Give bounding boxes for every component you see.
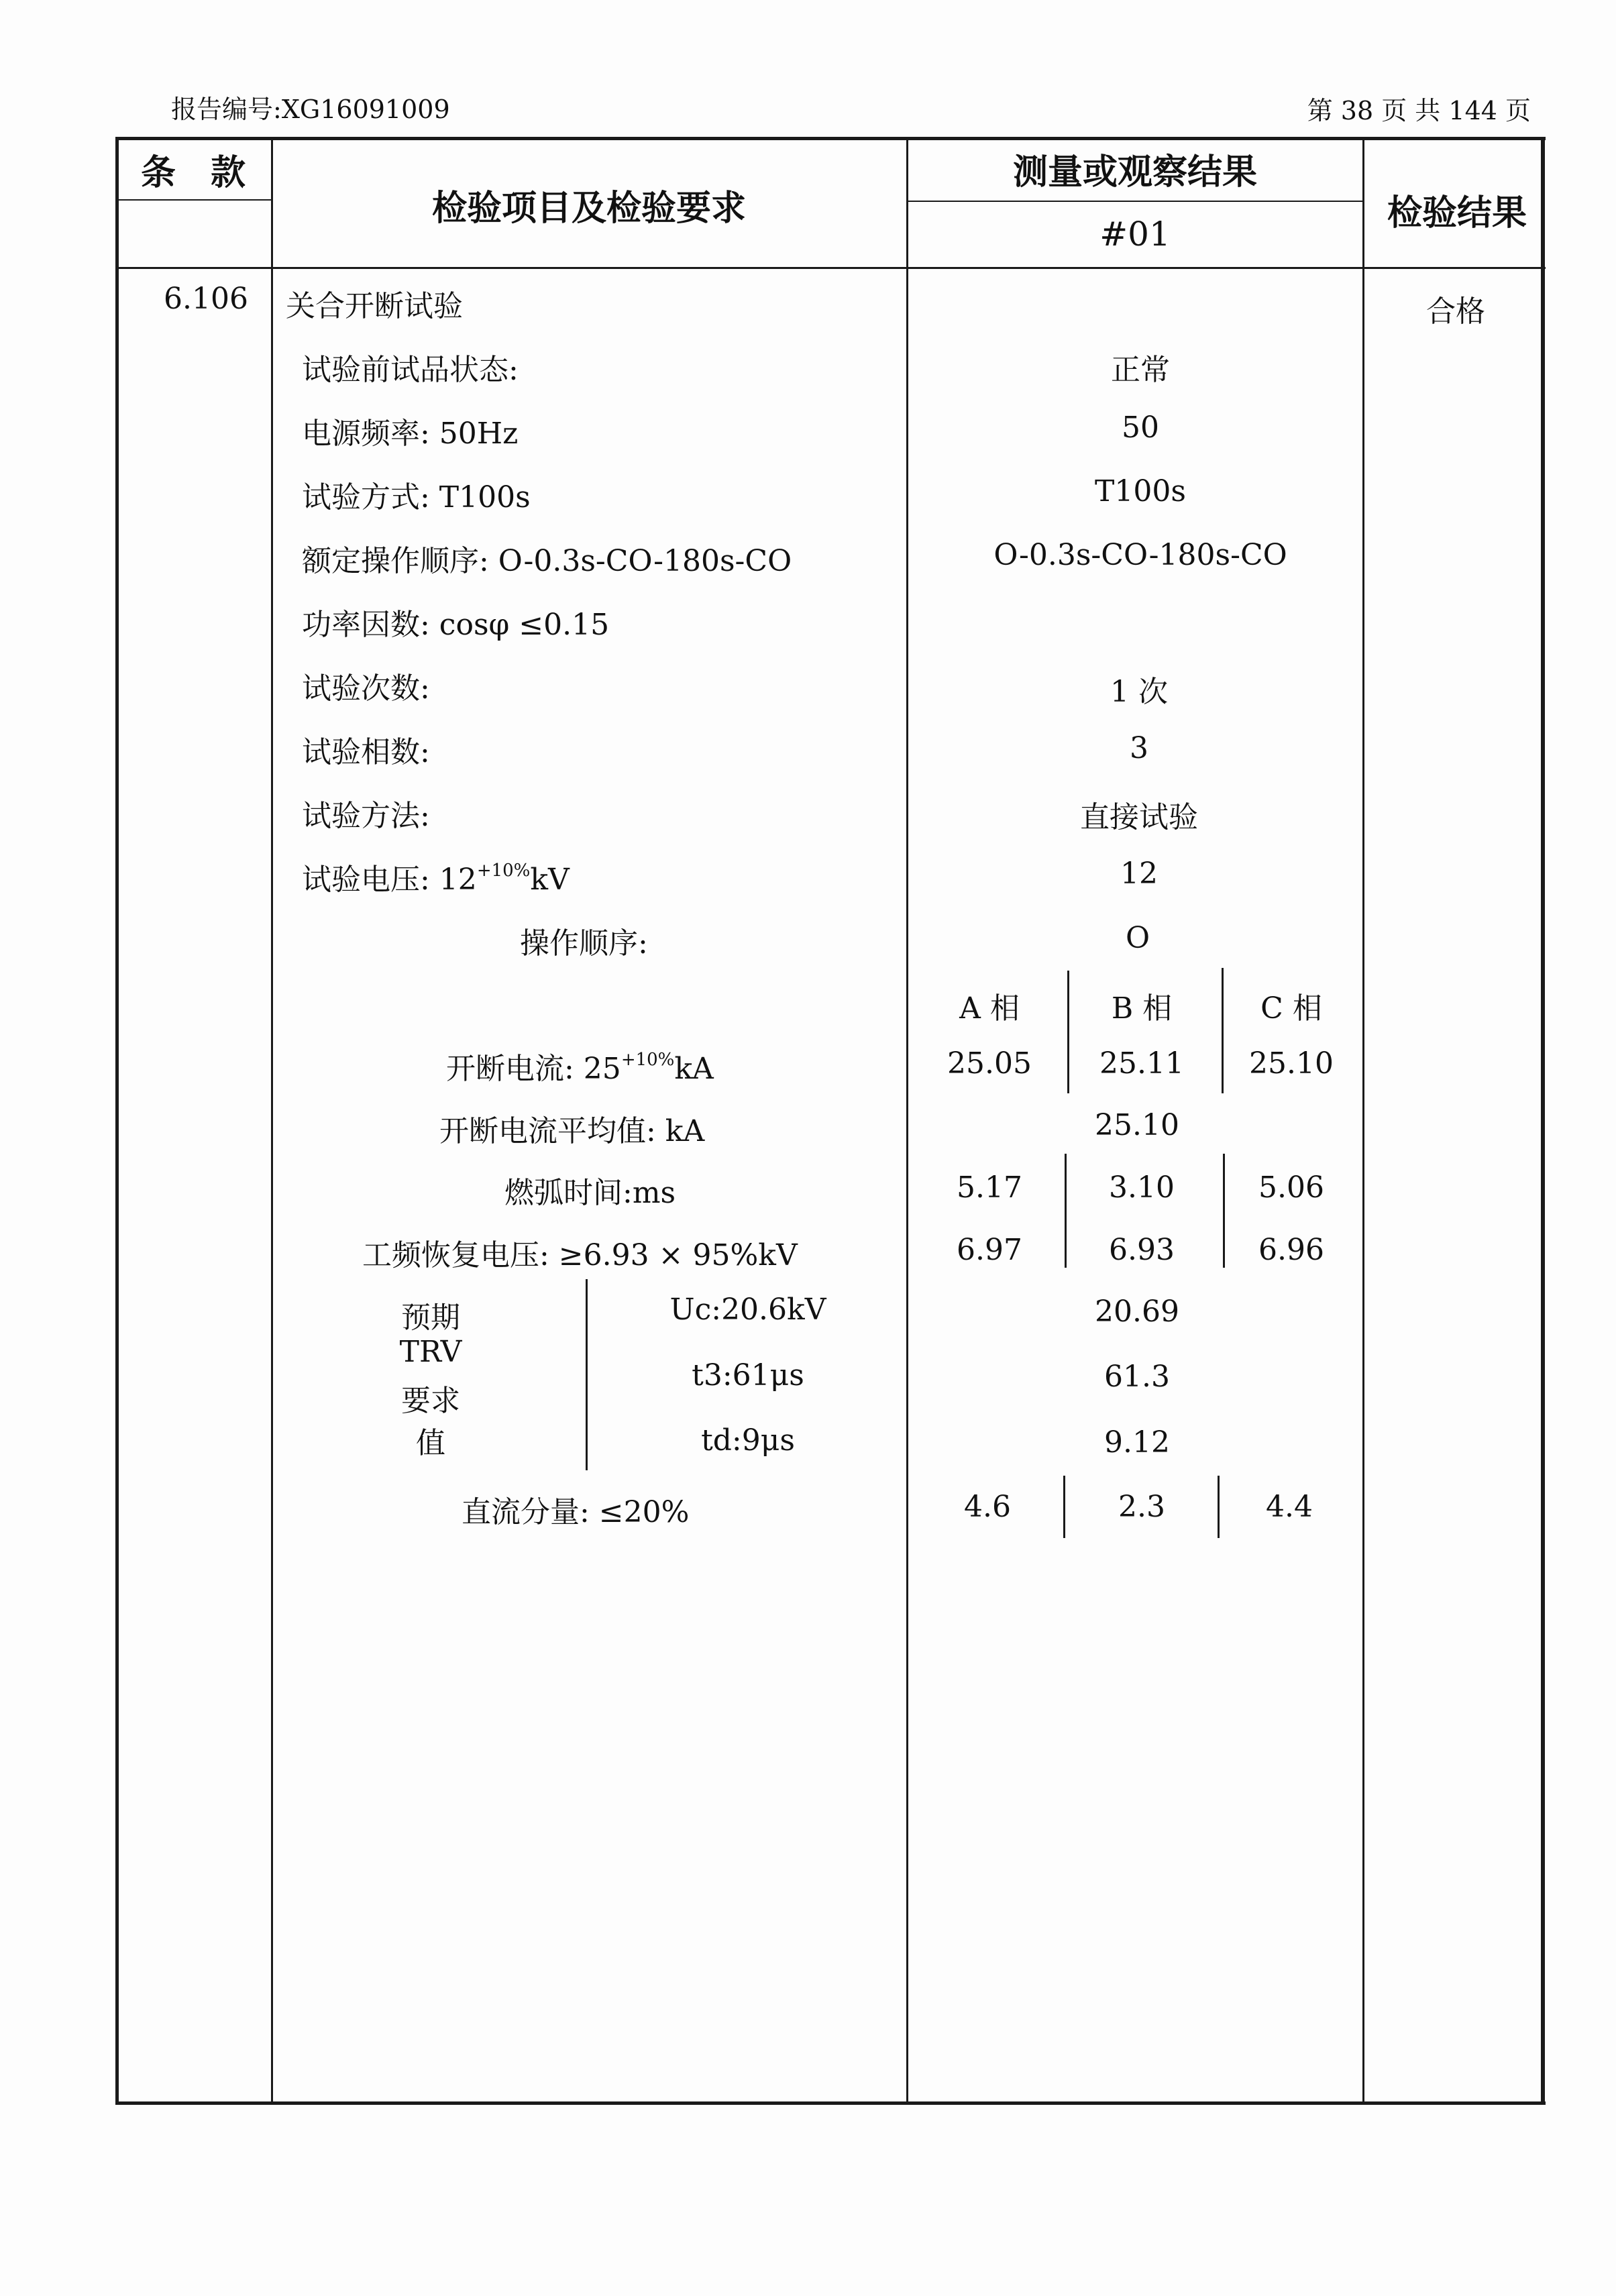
trv-param-label: Uc:20.6kV	[669, 1293, 826, 1327]
phase-a-header: A 相	[959, 991, 1020, 1026]
row-label: 试验次数:	[302, 671, 430, 706]
section-title: 关合开断试验	[286, 289, 463, 323]
phase-divider	[1222, 968, 1224, 1093]
breaking-current-phase-a: 25.05	[947, 1046, 1032, 1081]
measurement-header-divider	[908, 201, 1364, 202]
row-label: 额定操作顺序: O-0.3s-CO-180s-CO	[302, 544, 792, 578]
trv-label-line: 要求	[401, 1384, 460, 1418]
test-voltage-unit: kV	[530, 863, 570, 897]
arc-time-phase-a: 5.17	[957, 1170, 1022, 1205]
phase-divider	[1223, 1154, 1225, 1268]
trv-param-value: 61.3	[1104, 1360, 1170, 1394]
header-measurement: 测量或观察结果	[1012, 152, 1258, 193]
trv-label-line: TRV	[399, 1335, 462, 1369]
row-label: 试验前试品状态:	[302, 353, 519, 387]
row-label: 试验相数:	[302, 735, 430, 769]
header-result: 检验结果	[1387, 193, 1527, 233]
row-label: 试验方式: T100s	[302, 480, 531, 514]
header-bottom-border	[115, 267, 1546, 269]
page-info: 第 38 页 共 144 页	[1307, 96, 1531, 125]
arc-time-label: 燃弧时间:ms	[504, 1176, 676, 1210]
trv-param-label: td:9μs	[701, 1423, 795, 1458]
arc-time-phase-b: 3.10	[1109, 1170, 1175, 1205]
header-sample-number: #01	[1099, 215, 1171, 254]
row-label: 试验方法:	[302, 799, 430, 833]
phase-b-header: B 相	[1111, 991, 1173, 1026]
trv-divider	[586, 1279, 588, 1470]
phase-divider	[1218, 1476, 1220, 1538]
dc-component-phase-b: 2.3	[1118, 1490, 1165, 1524]
col-divider-1	[271, 137, 273, 2105]
phase-divider	[1067, 971, 1069, 1093]
col-divider-3	[1362, 137, 1364, 2105]
row-value: T100s	[1095, 474, 1186, 508]
breaking-current-label	[446, 1044, 714, 1087]
clause-number: 6.106	[164, 282, 248, 316]
test-voltage-label	[302, 855, 570, 898]
table-left-border	[115, 137, 119, 2105]
table-bottom-border	[115, 2101, 1546, 2105]
row-label: 电源频率: 50Hz	[302, 417, 519, 451]
row-value: O-0.3s-CO-180s-CO	[993, 538, 1287, 572]
operation-value: O	[1125, 921, 1150, 955]
section-result: 合格	[1426, 294, 1485, 329]
breaking-current-tolerance: +10%	[621, 1050, 675, 1070]
row-value: 3	[1130, 731, 1148, 765]
table-top-border	[115, 137, 1546, 140]
breaking-current-phase-b: 25.11	[1099, 1046, 1184, 1081]
row-value: 50	[1122, 411, 1159, 445]
report-number	[171, 89, 450, 125]
trv-label-line: 预期	[401, 1301, 460, 1335]
report-number-label: 报告编号:	[171, 95, 282, 124]
arc-time-phase-c: 5.06	[1258, 1170, 1324, 1205]
trv-param-value: 20.69	[1095, 1295, 1179, 1329]
breaking-current-phase-c: 25.10	[1249, 1046, 1334, 1081]
row-label: 功率因数: cosφ ≤0.15	[302, 608, 610, 642]
dc-component-phase-a: 4.6	[964, 1490, 1011, 1524]
test-voltage-text: 试验电压: 12	[302, 863, 477, 897]
dc-component-phase-c: 4.4	[1266, 1490, 1313, 1524]
test-voltage-value: 12	[1120, 857, 1158, 891]
phase-c-header: C 相	[1260, 991, 1322, 1026]
col-divider-2	[906, 137, 908, 2105]
table-right-border	[1541, 137, 1545, 2105]
clause-header-divider	[118, 199, 272, 201]
phase-divider	[1065, 1154, 1067, 1268]
report-number-value: XG16091009	[281, 95, 450, 124]
header-item: 检验项目及检验要求	[431, 188, 747, 229]
dc-component-label: 直流分量: ≤20%	[462, 1495, 690, 1529]
recovery-voltage-phase-a: 6.97	[957, 1233, 1022, 1267]
trv-param-value: 9.12	[1104, 1425, 1170, 1460]
avg-current-value: 25.10	[1095, 1108, 1179, 1142]
recovery-voltage-phase-c: 6.96	[1258, 1233, 1324, 1267]
trv-param-label: t3:61μs	[692, 1358, 804, 1392]
recovery-voltage-phase-b: 6.93	[1109, 1233, 1175, 1267]
breaking-current-text: 开断电流: 25	[446, 1052, 621, 1086]
row-value: 直接试验	[1080, 800, 1198, 834]
operation-label: 操作顺序:	[520, 926, 648, 961]
test-voltage-tolerance: +10%	[476, 861, 531, 881]
avg-current-label: 开断电流平均值: kA	[439, 1114, 705, 1148]
row-value: 正常	[1111, 353, 1170, 387]
breaking-current-unit: kA	[674, 1052, 714, 1086]
trv-label-line: 值	[416, 1426, 445, 1460]
recovery-voltage-label: 工频恢复电压: ≥6.93 × 95%kV	[362, 1238, 798, 1272]
phase-divider	[1063, 1476, 1065, 1538]
row-value: 1 次	[1110, 675, 1168, 709]
header-clause: 条 款	[141, 153, 246, 193]
